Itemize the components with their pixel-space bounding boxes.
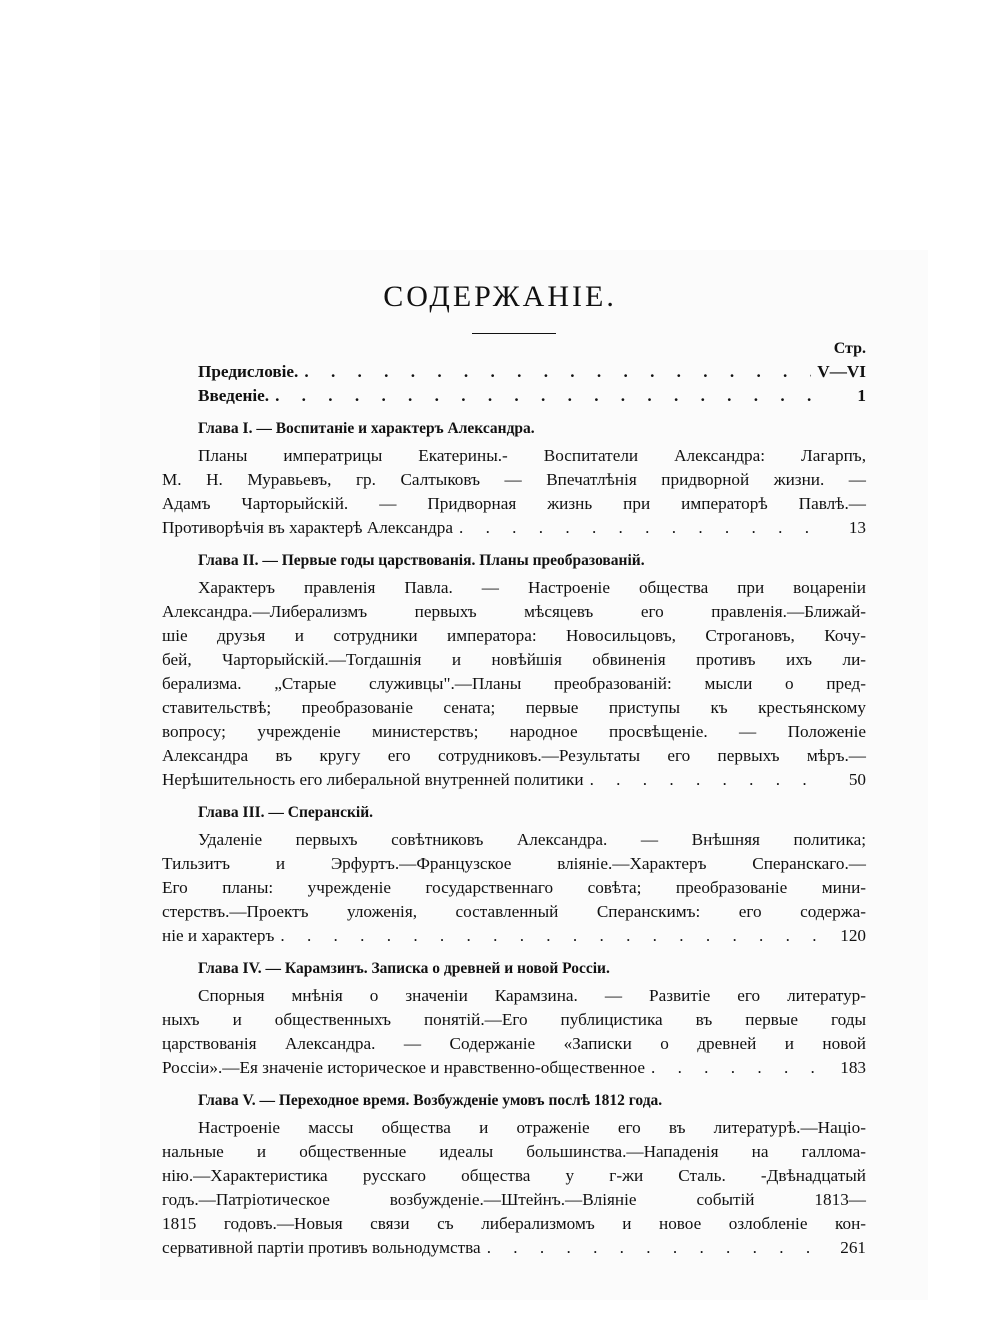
summary-line: бей, Чарторыйскій.—Тогдашнія и новѣйшія обвиненія противъ ихъ ли- [162, 650, 866, 669]
title-rule [472, 333, 556, 334]
chapter-2[interactable] [162, 546, 866, 792]
summary-line: ставительствѣ; преобразованіе сената; первые приступы къ крестьянскому [162, 698, 866, 717]
summary-line: ныхъ и общественныхъ понятій.—Его публицистика въ первые годы [162, 1010, 866, 1029]
chapter-heading: Глава IV. — Карамзинъ. Записка о древней и новой Россіи. [198, 960, 610, 977]
summary-line: Планы императрицы Екатерины.- Воспитатели Александра: Лагарпъ, [198, 446, 866, 465]
summary-line: ніе и характеръ [162, 926, 275, 945]
toc-entry-preface[interactable] [162, 360, 866, 384]
chapter-page: 261 [840, 1238, 866, 1257]
summary-line: 1815 годовъ.—Новыя связи съ либерализмомъ и новое озлобленіе кон- [162, 1214, 866, 1233]
summary-line: стерствъ.—Проектъ уложенія, составленный Сперанскимъ: его содержа- [162, 902, 866, 921]
chapter-heading: Глава III. — Сперанскій. [198, 804, 374, 821]
summary-line: царствованія Александра. — Содержаніе «Записки о древней и новой [162, 1034, 866, 1053]
summary-line: Удаленіе первыхъ совѣтниковъ Александра. — Внѣшняя политика; [198, 830, 866, 849]
entry-label: Предисловіе. [198, 362, 299, 381]
chapter-3[interactable] [162, 798, 866, 948]
leader-dots [304, 360, 811, 384]
summary-line: Спорныя мнѣнія о значеніи Карамзина. — Развитіе его литератур- [198, 986, 866, 1005]
summary-line: годъ.—Патріотическое возбужденіе.—Штейнъ.—Вліяніе событій 1813— [162, 1190, 866, 1209]
chapter-5[interactable] [162, 1086, 866, 1260]
leader-dots [651, 1056, 830, 1080]
summary-line: Нерѣшительность его либеральной внутренней политики [162, 770, 584, 789]
entry-label: Введеніе. [198, 386, 270, 405]
leader-dots [459, 516, 830, 540]
chapter-heading: Глава II. — Первые годы царствованія. Планы преобразованій. [198, 552, 645, 569]
chapter-page: 50 [848, 770, 866, 789]
summary-line: Александра.—Либерализмъ первыхъ мѣсяцевъ его правленія.—Ближай- [162, 602, 866, 621]
chapter-heading: Глава I. — Воспитаніе и характеръ Александра. [198, 420, 535, 437]
summary-line: М. Н. Муравьевъ, гр. Салтыковъ — Впечатлѣнія придворной жизни. — [162, 470, 866, 489]
leader-dots [487, 1236, 830, 1260]
entry-page: V—VI [817, 362, 866, 381]
chapter-page: 183 [840, 1058, 866, 1077]
page-title: СОДЕРЖАНІЕ. [383, 280, 617, 313]
summary-last-line [162, 516, 866, 540]
summary-line: нію.—Характеристика русскаго общества у г-жи Сталь. -Двѣнадцатый [162, 1166, 866, 1185]
summary-line: сервативной партіи противъ вольнодумства [162, 1238, 481, 1257]
summary-line: вопросу; учрежденіе министерствъ; народное просвѣщеніе. — Положеніе [162, 722, 866, 741]
summary-line: Россіи».—Ея значеніе историческое и нравственно-общественное [162, 1058, 645, 1077]
summary-last-line [162, 924, 866, 948]
chapter-page: 120 [840, 926, 866, 945]
table-of-contents [162, 340, 866, 1260]
chapter-heading: Глава V. — Переходное время. Возбужденіе умовъ послѣ 1812 года. [198, 1092, 663, 1109]
summary-last-line [162, 1056, 866, 1080]
entry-page: 1 [857, 386, 866, 405]
summary-last-line [162, 1236, 866, 1260]
summary-line: Настроеніе массы общества и отраженіе его въ литературѣ.—Націо- [198, 1118, 866, 1137]
summary-last-line [162, 768, 866, 792]
chapter-4[interactable] [162, 954, 866, 1080]
chapter-1[interactable] [162, 414, 866, 540]
summary-line: шіе друзья и сотрудники императора: Новосильцовъ, Строгановъ, Кочу- [162, 626, 866, 645]
chapter-page: 13 [848, 518, 866, 537]
page-column-label: Стр. [833, 340, 866, 357]
summary-line: Характеръ правленія Павла. — Настроеніе общества при воцареніи [198, 578, 866, 597]
summary-line: нальные и общественные идеалы большинства.—Нападенія на галлома- [162, 1142, 866, 1161]
summary-line: Александра въ кругу его сотрудниковъ.—Результаты его первыхъ мѣръ.— [162, 746, 866, 765]
leader-dots [590, 768, 830, 792]
leader-dots [275, 384, 830, 408]
summary-line: Адамъ Чарторыйскій. — Придворная жизнь при императорѣ Павлѣ.— [162, 494, 866, 513]
summary-line: берализма. „Старые служивцы".—Планы преобразованій: мысли о пред- [162, 674, 866, 693]
leader-dots [280, 924, 830, 948]
toc-entry-introduction[interactable] [162, 384, 866, 408]
summary-line: Его планы: учрежденіе государственнаго совѣта; преобразованіе мини- [162, 878, 866, 897]
summary-line: Противорѣчія въ характерѣ Александра [162, 518, 453, 537]
summary-line: Тильзитъ и Эрфуртъ.—Французское вліяніе.—Характеръ Сперанскаго.— [162, 854, 866, 873]
